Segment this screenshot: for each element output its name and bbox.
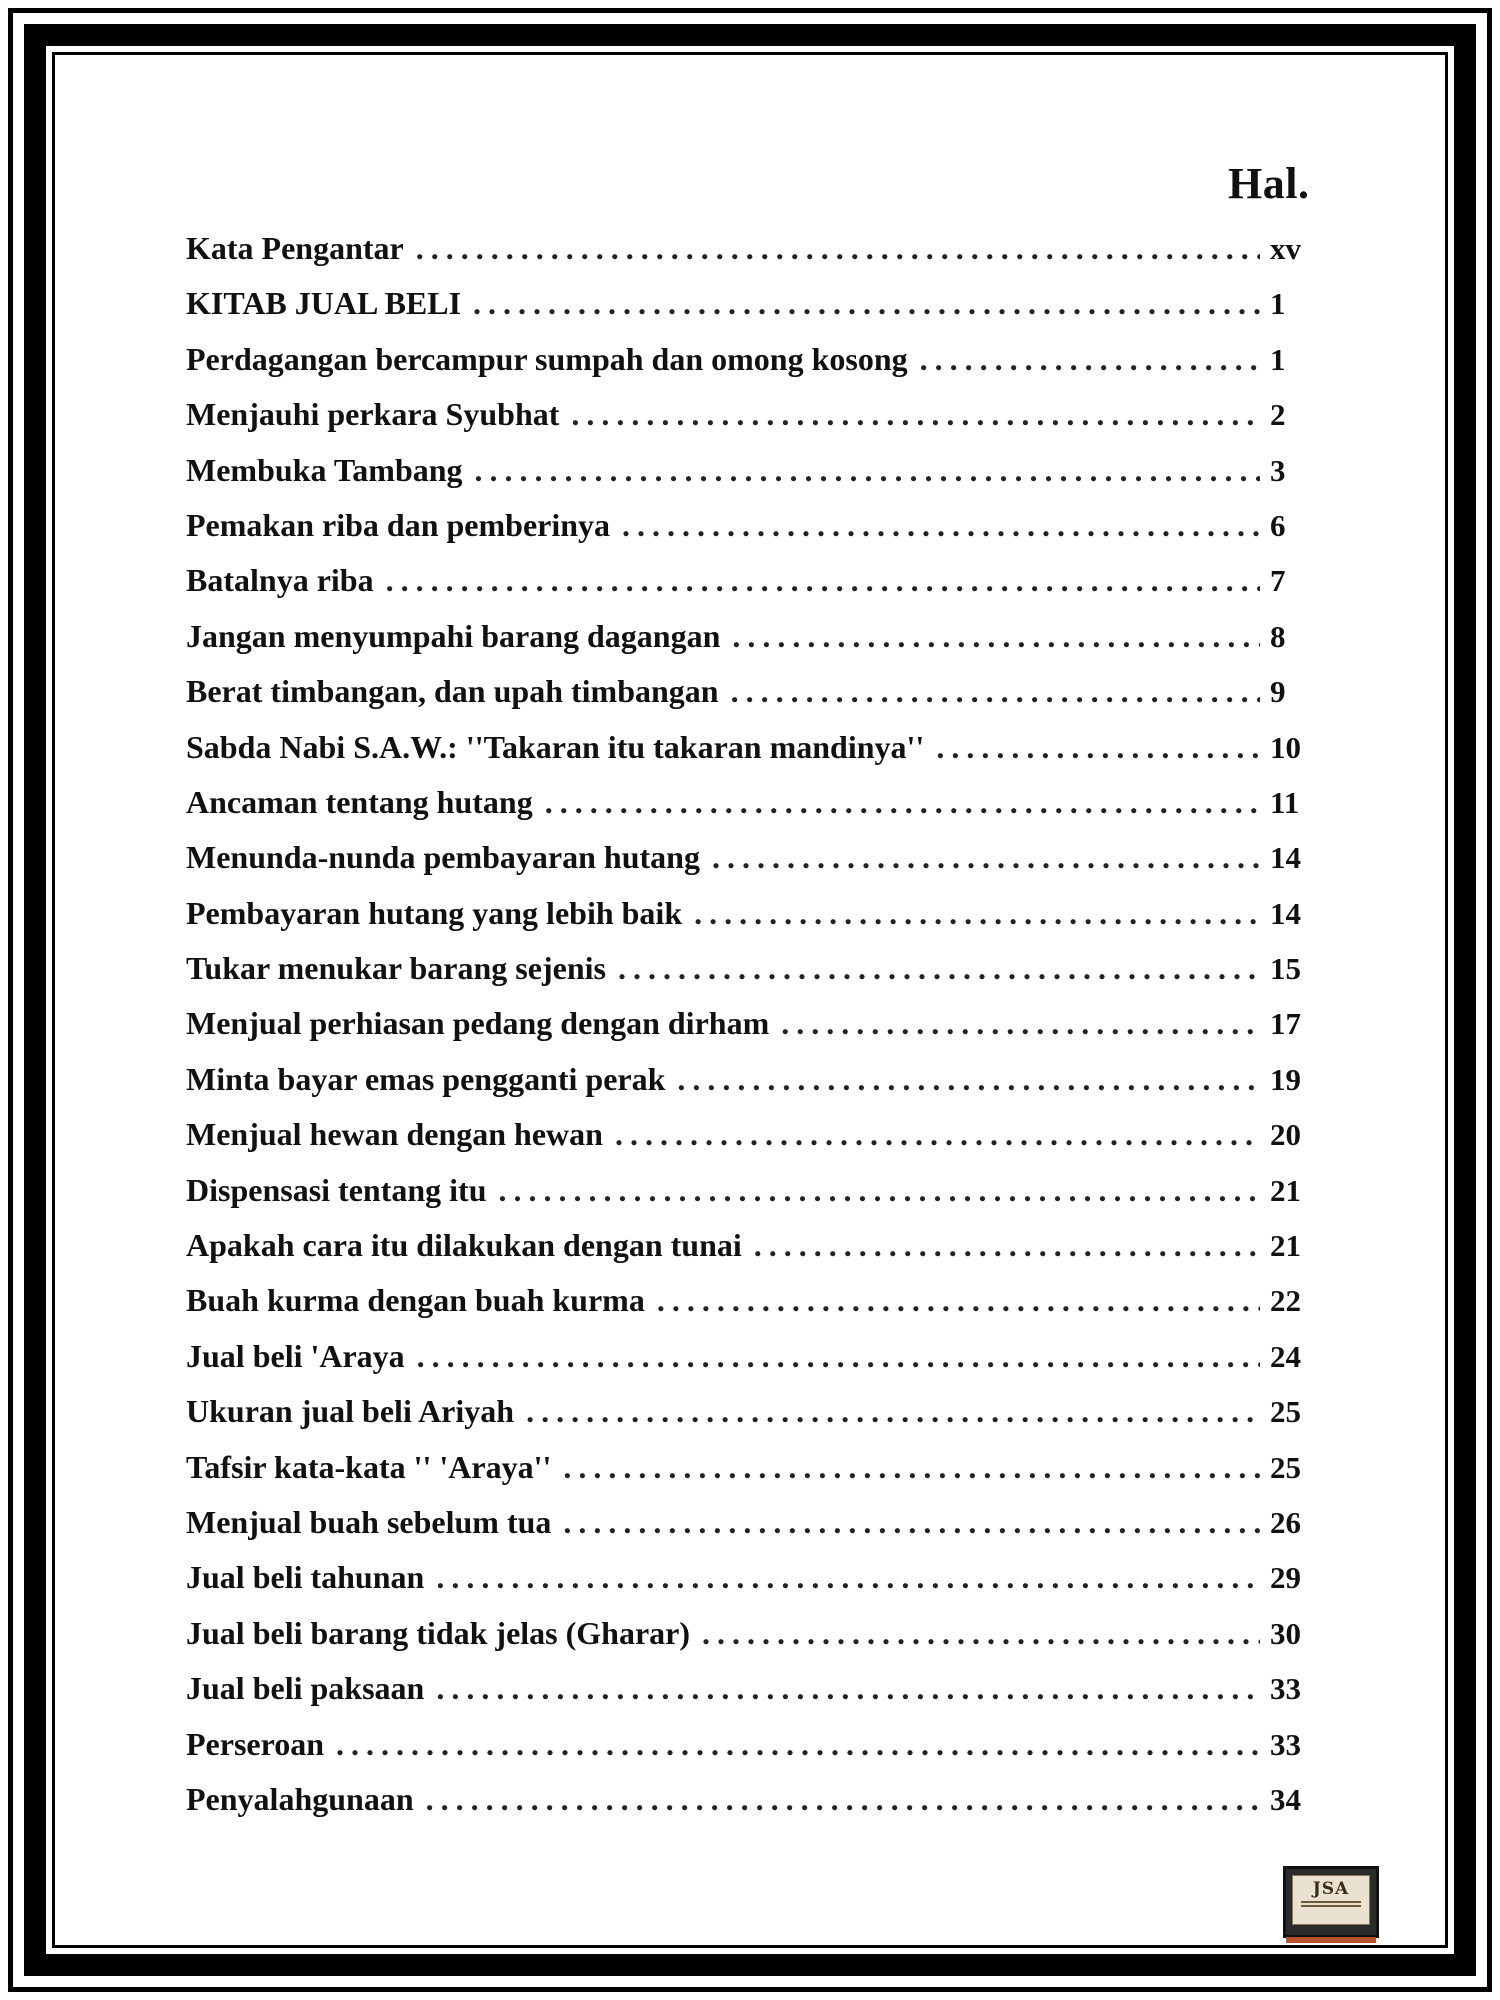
toc-dot-leader xyxy=(731,673,1260,710)
toc-dot-leader xyxy=(526,1393,1260,1430)
toc-dot-leader xyxy=(386,562,1260,599)
toc-entry-title: Dispensasi tentang itu xyxy=(186,1171,487,1208)
toc-entry-title: Membuka Tambang xyxy=(186,451,463,488)
toc-entry-page: 2 xyxy=(1270,397,1286,433)
toc-entry-page: 20 xyxy=(1270,1117,1301,1153)
toc-entry-page: 6 xyxy=(1270,507,1286,543)
toc-entry xyxy=(186,507,1326,562)
toc-entry xyxy=(186,230,1326,285)
toc-entry-page: 10 xyxy=(1270,729,1301,765)
toc-entry-title: Apakah cara itu dilakukan dengan tunai xyxy=(186,1227,742,1264)
toc-dot-leader xyxy=(563,1449,1260,1486)
publisher-logo xyxy=(1283,1866,1379,1938)
logo-text: JSA xyxy=(1312,1879,1350,1899)
toc-entry-page: 29 xyxy=(1270,1560,1301,1596)
toc-entry xyxy=(186,784,1326,839)
toc-entry xyxy=(186,1393,1326,1448)
toc-dot-leader xyxy=(677,1061,1260,1098)
toc-entry-page: 25 xyxy=(1270,1394,1301,1430)
toc-dot-leader xyxy=(732,618,1260,655)
toc-entry xyxy=(186,1338,1326,1393)
toc-dot-leader xyxy=(416,230,1260,267)
page-column-heading: Hal. xyxy=(1228,159,1310,208)
toc-entry xyxy=(186,1504,1326,1559)
toc-entry xyxy=(186,1726,1326,1781)
toc-entry-title: Minta bayar emas pengganti perak xyxy=(186,1060,666,1097)
toc-entry-page: 15 xyxy=(1270,951,1301,987)
toc-entry-title: Berat timbangan, dan upah timbangan xyxy=(186,673,719,710)
toc-entry-title: Jual beli barang tidak jelas (Gharar) xyxy=(186,1614,691,1651)
toc-entry xyxy=(186,1116,1326,1171)
toc-dot-leader xyxy=(615,1116,1260,1153)
toc-entry-title: Jangan menyumpahi barang dagangan xyxy=(186,617,721,654)
toc-dot-leader xyxy=(545,784,1260,821)
toc-entry-page: xv xyxy=(1270,231,1301,266)
toc-entry xyxy=(186,950,1326,1005)
toc-entry-title: Perdagangan bercampur sumpah dan omong kosong xyxy=(186,340,908,377)
toc-entry xyxy=(186,618,1326,673)
toc-entry-page: 14 xyxy=(1270,895,1301,931)
toc-entry xyxy=(186,341,1326,396)
toc-dot-leader xyxy=(657,1282,1260,1319)
toc-entry-page: 34 xyxy=(1270,1781,1301,1817)
toc-dot-leader xyxy=(475,452,1260,489)
toc-entry xyxy=(186,396,1326,451)
toc-dot-leader xyxy=(436,1559,1260,1596)
toc-entry-page: 9 xyxy=(1270,674,1286,710)
toc-entry-title: Ukuran jual beli Ariyah xyxy=(186,1393,515,1430)
toc-entry xyxy=(186,1670,1326,1725)
toc-dot-leader xyxy=(702,1615,1260,1652)
toc-entry-title: Jual beli paksaan xyxy=(186,1670,425,1707)
toc-entry-page: 24 xyxy=(1270,1338,1301,1374)
toc-entry-title: Tukar menukar barang sejenis xyxy=(186,950,606,987)
toc-entry xyxy=(186,895,1326,950)
toc-entry-title: Menunda-nunda pembayaran hutang xyxy=(186,839,700,876)
toc-entry xyxy=(186,1172,1326,1227)
toc-entry-title: Menjual perhiasan pedang dengan dirham xyxy=(186,1005,770,1042)
toc-entry xyxy=(186,1282,1326,1337)
toc-entry xyxy=(186,1559,1326,1614)
toc-dot-leader xyxy=(754,1227,1260,1264)
toc-entry-page: 8 xyxy=(1270,618,1286,654)
toc-dot-leader xyxy=(781,1005,1260,1042)
toc-entry-page: 25 xyxy=(1270,1449,1301,1485)
toc-entry-page: 26 xyxy=(1270,1504,1301,1540)
toc-entry-page: 21 xyxy=(1270,1228,1301,1264)
toc-entry-title: Penyalahgunaan xyxy=(186,1780,414,1817)
toc-entry-title: Jual beli 'Araya xyxy=(186,1337,405,1374)
toc-entry-page: 1 xyxy=(1270,286,1286,322)
toc-dot-leader xyxy=(336,1726,1260,1763)
toc-dot-leader xyxy=(473,285,1260,322)
toc-entry-page: 1 xyxy=(1270,341,1286,377)
toc-entry xyxy=(186,562,1326,617)
toc-entry-title: Ancaman tentang hutang xyxy=(186,783,533,820)
toc-entry-page: 30 xyxy=(1270,1615,1301,1651)
toc-entry xyxy=(186,729,1326,784)
toc-entry-title: Perseroan xyxy=(186,1725,325,1762)
toc-entry xyxy=(186,1005,1326,1060)
toc-dot-leader xyxy=(712,839,1260,876)
toc-dot-leader xyxy=(920,341,1260,378)
toc-entry-title: Pemakan riba dan pemberinya xyxy=(186,506,611,543)
toc-entry-page: 33 xyxy=(1270,1671,1301,1707)
toc-entry-page: 17 xyxy=(1270,1006,1301,1042)
toc-entry xyxy=(186,1061,1326,1116)
toc-entry xyxy=(186,1781,1326,1836)
toc-entry-page: 7 xyxy=(1270,563,1286,599)
toc-entry-title: Sabda Nabi S.A.W.: ''Takaran itu takaran mandinya'' xyxy=(186,728,925,765)
table-of-contents xyxy=(186,230,1326,1836)
toc-entry-title: Jual beli tahunan xyxy=(186,1559,425,1596)
toc-entry-title: Menjual buah sebelum tua xyxy=(186,1503,552,1540)
toc-entry xyxy=(186,452,1326,507)
toc-dot-leader xyxy=(571,396,1260,433)
toc-entry-page: 14 xyxy=(1270,840,1301,876)
toc-dot-leader xyxy=(417,1338,1260,1375)
toc-entry-title: KITAB JUAL BELI xyxy=(186,285,462,322)
toc-dot-leader xyxy=(622,507,1260,544)
toc-entry-title: Pembayaran hutang yang lebih baik xyxy=(186,894,683,931)
toc-entry xyxy=(186,1227,1326,1282)
toc-entry xyxy=(186,1615,1326,1670)
toc-entry-title: Buah kurma dengan buah kurma xyxy=(186,1282,645,1319)
toc-dot-leader xyxy=(618,950,1260,987)
toc-entry-title: Kata Pengantar xyxy=(186,230,404,266)
toc-entry-title: Menjauhi perkara Syubhat xyxy=(186,396,560,433)
toc-entry-page: 19 xyxy=(1270,1061,1301,1097)
toc-dot-leader xyxy=(499,1172,1261,1209)
toc-dot-leader xyxy=(694,895,1260,932)
toc-dot-leader xyxy=(426,1781,1260,1818)
toc-entry-page: 21 xyxy=(1270,1172,1301,1208)
toc-entry xyxy=(186,285,1326,340)
toc-dot-leader xyxy=(936,729,1260,766)
toc-entry-title: Batalnya riba xyxy=(186,562,374,599)
toc-entry-page: 11 xyxy=(1270,784,1300,820)
toc-entry xyxy=(186,673,1326,728)
toc-entry-page: 33 xyxy=(1270,1726,1301,1762)
toc-entry xyxy=(186,839,1326,894)
toc-entry xyxy=(186,1449,1326,1504)
toc-entry-page: 22 xyxy=(1270,1283,1301,1319)
toc-entry-page: 3 xyxy=(1270,452,1286,488)
toc-entry-title: Menjual hewan dengan hewan xyxy=(186,1116,603,1153)
toc-dot-leader xyxy=(436,1670,1260,1707)
toc-entry-title: Tafsir kata-kata '' 'Araya'' xyxy=(186,1448,552,1485)
toc-dot-leader xyxy=(563,1504,1260,1541)
